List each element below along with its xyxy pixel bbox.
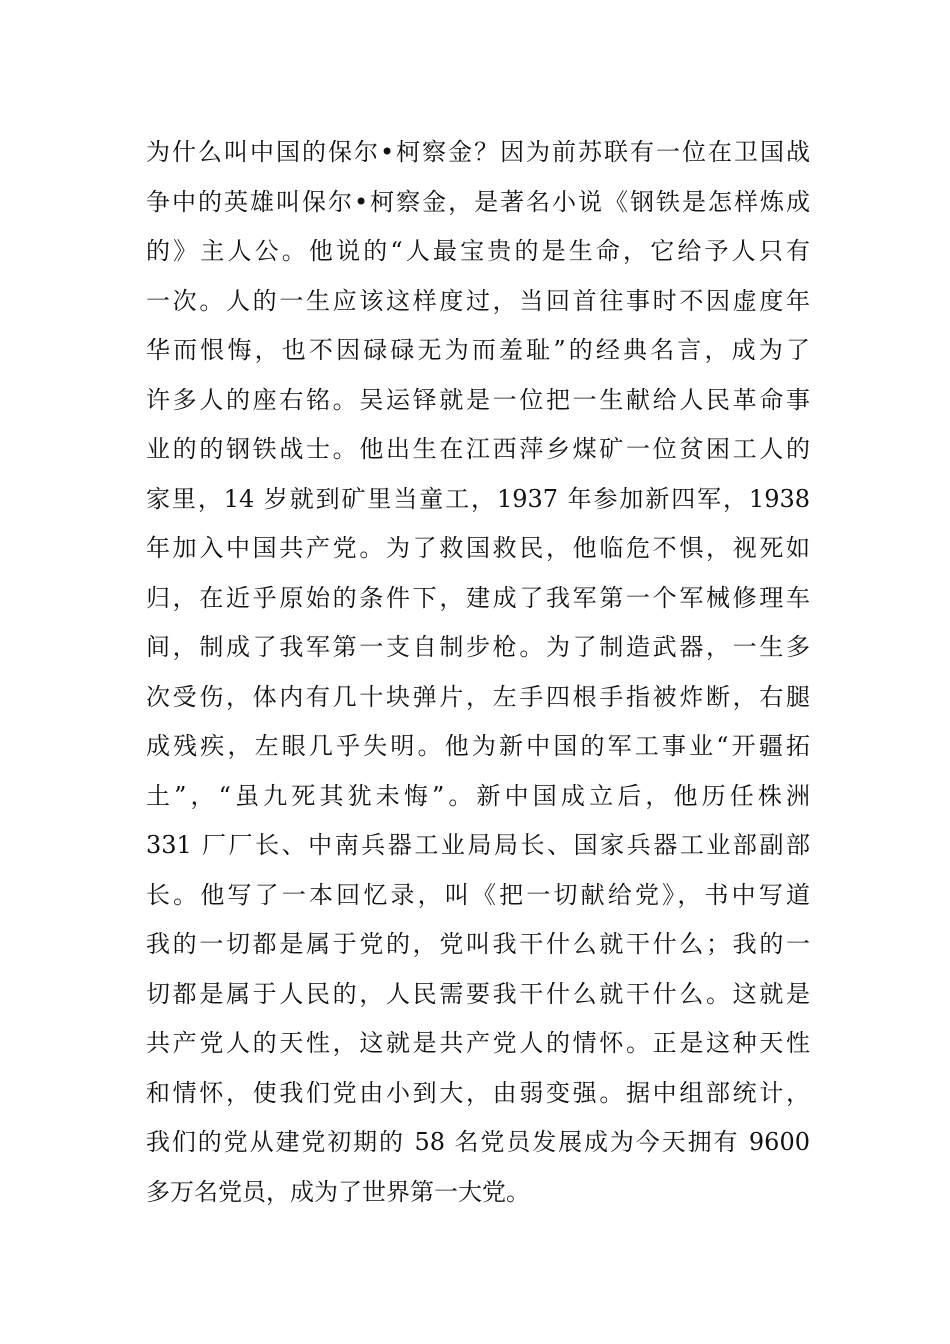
paragraph-line: 切都是属于人民的，人民需要我干什么就干什么。这就是 bbox=[146, 979, 810, 1008]
paragraph-line: 一次。人的一生应该这样度过，当回首往事时不因虚度年 bbox=[146, 286, 810, 315]
paragraph-line: 和情怀，使我们党由小到大，由弱变强。据中组部统计， bbox=[146, 1078, 810, 1107]
paragraph-line: 长。他写了一本回忆录，叫《把一切献给党》，书中写道 bbox=[146, 880, 810, 909]
paragraph-line: 业的的钢铁战士。他出生在江西萍乡煤矿一位贫困工人的 bbox=[146, 435, 810, 463]
paragraph-line: 331 厂厂长、中南兵器工业局局长、国家兵器工业部副部 bbox=[146, 831, 810, 859]
paragraph-line: 为什么叫中国的保尔•柯察金？因为前苏联有一位在卫国战 bbox=[146, 138, 810, 166]
paragraph-line: 成残疾，左眼几乎失明。他为新中国的军工事业“开疆拓 bbox=[146, 732, 810, 760]
paragraph-line: 我们的党从建党初期的 58 名党员发展成为今天拥有 9600 bbox=[146, 1128, 810, 1156]
paragraph-line: 年加入中国共产党。为了救国救民，他临危不惧，视死如 bbox=[146, 534, 810, 562]
paragraph-line: 共产党人的天性，这就是共产党人的情怀。正是这种天性 bbox=[146, 1029, 810, 1057]
paragraph-line: 争中的英雄叫保尔•柯察金，是著名小说《钢铁是怎样炼成 bbox=[146, 187, 810, 216]
paragraph-line: 多万名党员，成为了世界第一大党。 bbox=[146, 1177, 530, 1206]
paragraph-line: 次受伤，体内有几十块弹片，左手四根手指被炸断，右腿 bbox=[146, 682, 810, 711]
body-paragraph bbox=[146, 128, 810, 1217]
paragraph-line: 许多人的座右铭。吴运铎就是一位把一生献给人民革命事 bbox=[146, 385, 810, 414]
paragraph-line: 土”，“虽九死其犹未悔”。新中国成立后，他历任株洲 bbox=[146, 781, 810, 810]
paragraph-line: 华而恨悔，也不因碌碌无为而羞耻”的经典名言，成为了 bbox=[146, 336, 810, 364]
paragraph-line: 的》主人公。他说的“人最宝贵的是生命，它给予人只有 bbox=[146, 237, 810, 265]
paragraph-line: 间，制成了我军第一支自制步枪。为了制造武器，一生多 bbox=[146, 633, 810, 661]
paragraph-line: 归，在近乎原始的条件下，建成了我军第一个军械修理车 bbox=[146, 583, 810, 612]
paragraph-line: 我的一切都是属于党的，党叫我干什么就干什么；我的一 bbox=[146, 930, 810, 958]
paragraph-line: 家里，14 岁就到矿里当童工，1937 年参加新四军，1938 bbox=[146, 484, 810, 513]
